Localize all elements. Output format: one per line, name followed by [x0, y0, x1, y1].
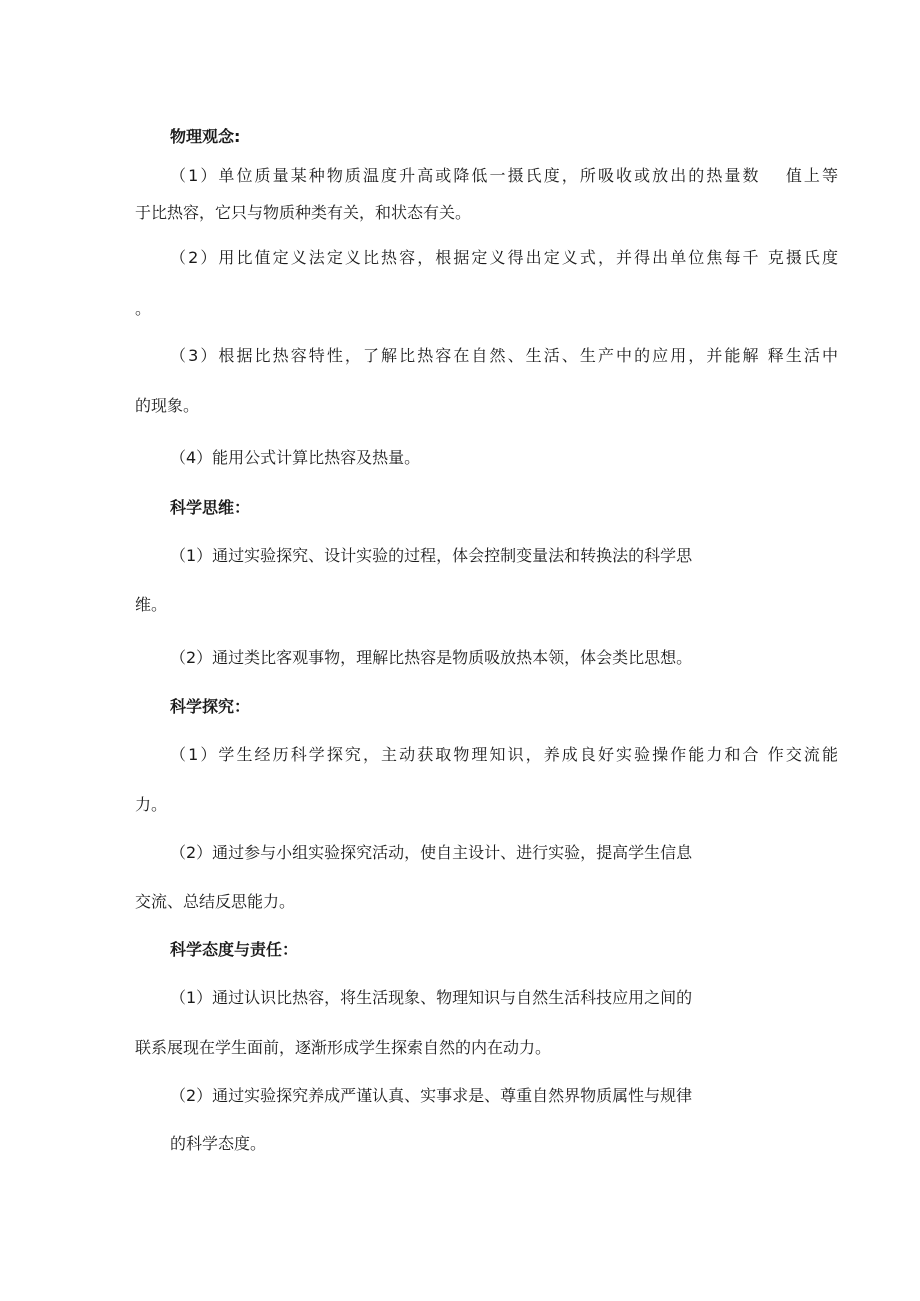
section-heading-scientific-thinking: 科学思维： — [170, 498, 251, 517]
paragraph-line: （1）单位质量某种物质温度升高或降低一摄氏度，所吸收或放出的热量数 值上等 — [170, 166, 838, 185]
paragraph-line: （1）通过认识比热容，将生活现象、物理知识与自然生活科技应用之间的 — [170, 988, 693, 1007]
paragraph-line: （1）通过实验探究、设计实验的过程，体会控制变量法和转换法的科学思 — [170, 546, 693, 565]
paragraph-line: 维。 — [135, 595, 168, 614]
paragraph-line: （2）通过参与小组实验探究活动，使自主设计、进行实验，提高学生信息 — [170, 843, 693, 862]
paragraph-line: 的科学态度。 — [170, 1134, 267, 1153]
paragraph-line: （3）根据比热容特性，了解比热容在自然、生活、生产中的应用，并能解 释生活中 — [170, 346, 838, 365]
paragraph-line: （2）用比值定义法定义比热容，根据定义得出定义式，并得出单位焦每千 克摄氏度 — [170, 248, 838, 267]
section-heading-attitude-responsibility: 科学态度与责任： — [170, 940, 299, 959]
section-heading-physics-concept: 物理观念: — [170, 127, 241, 146]
section-heading-scientific-inquiry: 科学探究： — [170, 697, 251, 716]
paragraph-line: 力。 — [135, 795, 168, 814]
paragraph-line: 。 — [135, 299, 152, 318]
paragraph-line: （2）通过实验探究养成严谨认真、实事求是、尊重自然界物质属性与规律 — [170, 1086, 693, 1105]
paragraph-line: 于比热容，它只与物质种类有关，和状态有关。 — [135, 203, 472, 222]
paragraph-line: 联系展现在学生面前，逐渐形成学生探索自然的内在动力。 — [135, 1038, 552, 1057]
paragraph-line: 交流、总结反思能力。 — [135, 892, 296, 911]
paragraph-line: 的现象。 — [135, 396, 200, 415]
paragraph-line: （4）能用公式计算比热容及热量。 — [170, 448, 421, 467]
paragraph-line: （1）学生经历科学探究，主动获取物理知识，养成良好实验操作能力和合 作交流能 — [170, 745, 838, 764]
paragraph-line: （2）通过类比客观事物，理解比热容是物质吸放热本领，体会类比思想。 — [170, 648, 693, 667]
